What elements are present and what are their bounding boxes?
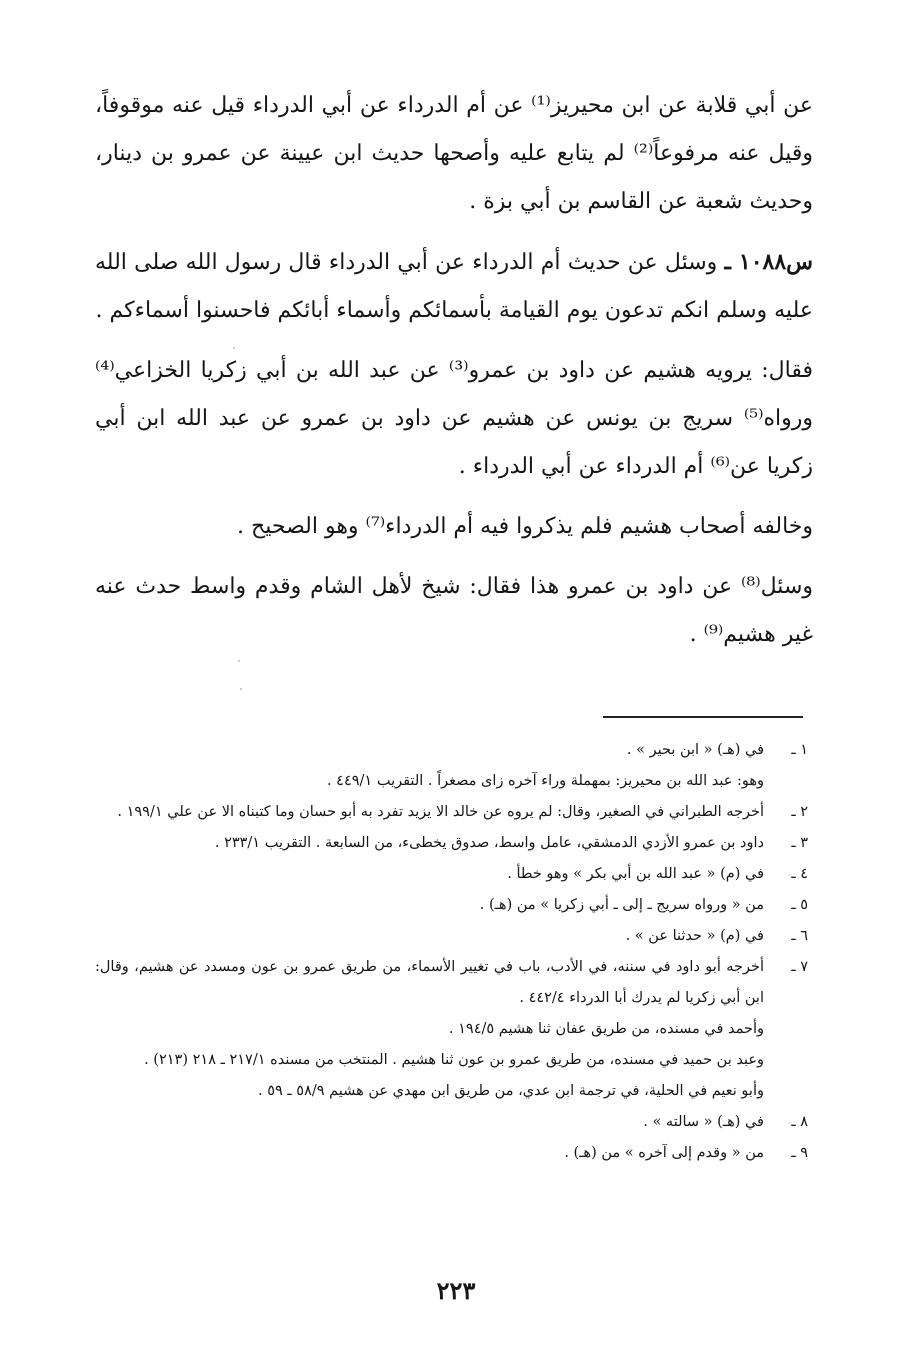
footnote-body xyxy=(95,735,764,766)
footnote-body xyxy=(95,952,764,1014)
footnote-number: ٩ ـ xyxy=(791,1145,808,1161)
footnote-line: من « ورواه سريج ـ إلى ـ أبي زكريا » من (هـ) . xyxy=(479,897,764,913)
footnote-3 xyxy=(95,828,808,859)
footnote-number: ٨ ـ xyxy=(791,1114,808,1130)
footnote-2 xyxy=(95,797,808,828)
footnote-line: من « وقدم إلى آخره » من (هـ) . xyxy=(564,1145,764,1161)
footnote-1 xyxy=(95,735,808,766)
footnote-body xyxy=(95,890,764,921)
footnote-line: وهو: عبد الله بن محيريز: بمهملة وراء آخره زاى مصغراً . التقريب ٤٤٩/١ . xyxy=(326,773,764,789)
footnote-6 xyxy=(95,921,808,952)
footnote-5 xyxy=(95,890,808,921)
footnote-body xyxy=(95,1107,764,1138)
footnote-line: داود بن عمرو الأزدي الدمشقي، عامل واسط، صدوق يخطىء، من السابعة . التقريب ٢٣٣/١ . xyxy=(214,835,764,851)
question-number: س١٠٨٨ ـ xyxy=(724,249,813,275)
footnote-body xyxy=(95,797,764,828)
footnote-line: وأبو نعيم في الحلية، في ترجمة ابن عدي، من طريق ابن مهدي عن هشيم ٥٨/٩ ـ ٥٩ . xyxy=(258,1083,764,1099)
footnote-9 xyxy=(95,1138,808,1169)
footnote-number: ٦ ـ xyxy=(791,928,808,944)
footnote-number: ١ ـ xyxy=(791,742,808,758)
footnote-divider xyxy=(603,716,803,718)
question-text: وسئل عن حديث أم الدرداء عن أبي الدرداء قال رسول الله صلى الله عليه وسلم انكم تدعون يوم القيامة بأسمائكم وأسماء أبائكم فاحسنوا أسماءكم . xyxy=(95,250,813,323)
paragraph-narrator-question: وسئل⁽⁸⁾ عن داود بن عمرو هذا فقال: شيخ لأهل الشام وقدم واسط حدث عنه غير هشيم⁽⁹⁾ . xyxy=(95,574,813,647)
scan-speck xyxy=(233,347,235,349)
footnote-number: ٧ ـ xyxy=(791,959,808,975)
footnote-line: في (هـ) « ابن بحير » . xyxy=(626,742,764,758)
paragraph-intro: عن أبي قلابة عن ابن محيريز⁽¹⁾ عن أم الدرداء عن أبي الدرداء قيل عنه موقوفاً، وقيل عنه مرفوعاً⁽²⁾ لم يتابع عليه وأصحها حديث ابن عيينة عن عمرو بن دينار، وحديث شعبة عن القاسم بن أبي بزة . xyxy=(95,93,813,214)
footnote-line: في (م) « عبد الله بن أبي بكر » وهو خطأ . xyxy=(507,866,764,882)
main-text xyxy=(95,82,813,659)
scan-speck xyxy=(240,688,242,690)
footnote-line: وأحمد في مسنده، من طريق عفان ثنا هشيم ١٩٤/٥ . xyxy=(448,1021,764,1037)
footnote-line: وعبد بن حميد في مسنده، من طريق عمرو بن عون ثنا هشيم . المنتخب من مسنده ٢١٧/١ ـ ٢١٨ (٢١٣) . xyxy=(144,1052,764,1068)
footnote-line: أخرجه الطبراني في الصغير، وقال: لم يروه عن خالد الا يزيد تفرد به أبو حسان وما كتبناه الا عن علي ١٩٩/١ . xyxy=(117,804,764,820)
footnote-8 xyxy=(95,1107,808,1138)
page-number: ٢٢٣ xyxy=(436,1276,476,1305)
footnote-number: ٤ ـ xyxy=(791,866,808,882)
footnote-body xyxy=(95,1138,764,1169)
footnote-line: في (هـ) « سالته » . xyxy=(643,1114,764,1130)
footnote-4 xyxy=(95,859,808,890)
answer-paragraph: فقال: يرويه هشيم عن داود بن عمرو⁽³⁾ عن عبد الله بن أبي زكريا الخزاعي⁽⁴⁾ ورواه⁽⁵⁾ سريج بن يونس عن هشيم عن داود بن عمرو عن عبد الله ابن أبي زكريا عن⁽⁶⁾ أم الدرداء عن أبي الدرداء . xyxy=(95,358,814,479)
scan-speck xyxy=(238,660,240,662)
footnote-body xyxy=(95,921,764,952)
paragraph-contradiction: وخالفه أصحاب هشيم فلم يذكروا فيه أم الدرداء⁽⁷⁾ وهو الصحيح . xyxy=(237,514,813,539)
footnotes xyxy=(95,735,808,1169)
footnote-7 xyxy=(95,952,808,1014)
footnote-number: ٢ ـ xyxy=(791,804,808,820)
footnote-body xyxy=(95,828,764,859)
question-paragraph xyxy=(95,238,813,335)
footnote-number: ٥ ـ xyxy=(791,897,808,913)
footnote-body xyxy=(95,859,764,890)
footnote-number: ٣ ـ xyxy=(791,835,808,851)
footnote-line: في (م) « حدثنا عن » . xyxy=(625,928,764,944)
footnote-line: أخرجه أبو داود في سننه، في الأدب، باب في تغيير الأسماء، من طريق عمرو بن عون ومسدد عن هشيم، وقال: ابن أبي زكريا لم يدرك أبا الدرداء ٤٤٢/٤ . xyxy=(95,959,764,1006)
